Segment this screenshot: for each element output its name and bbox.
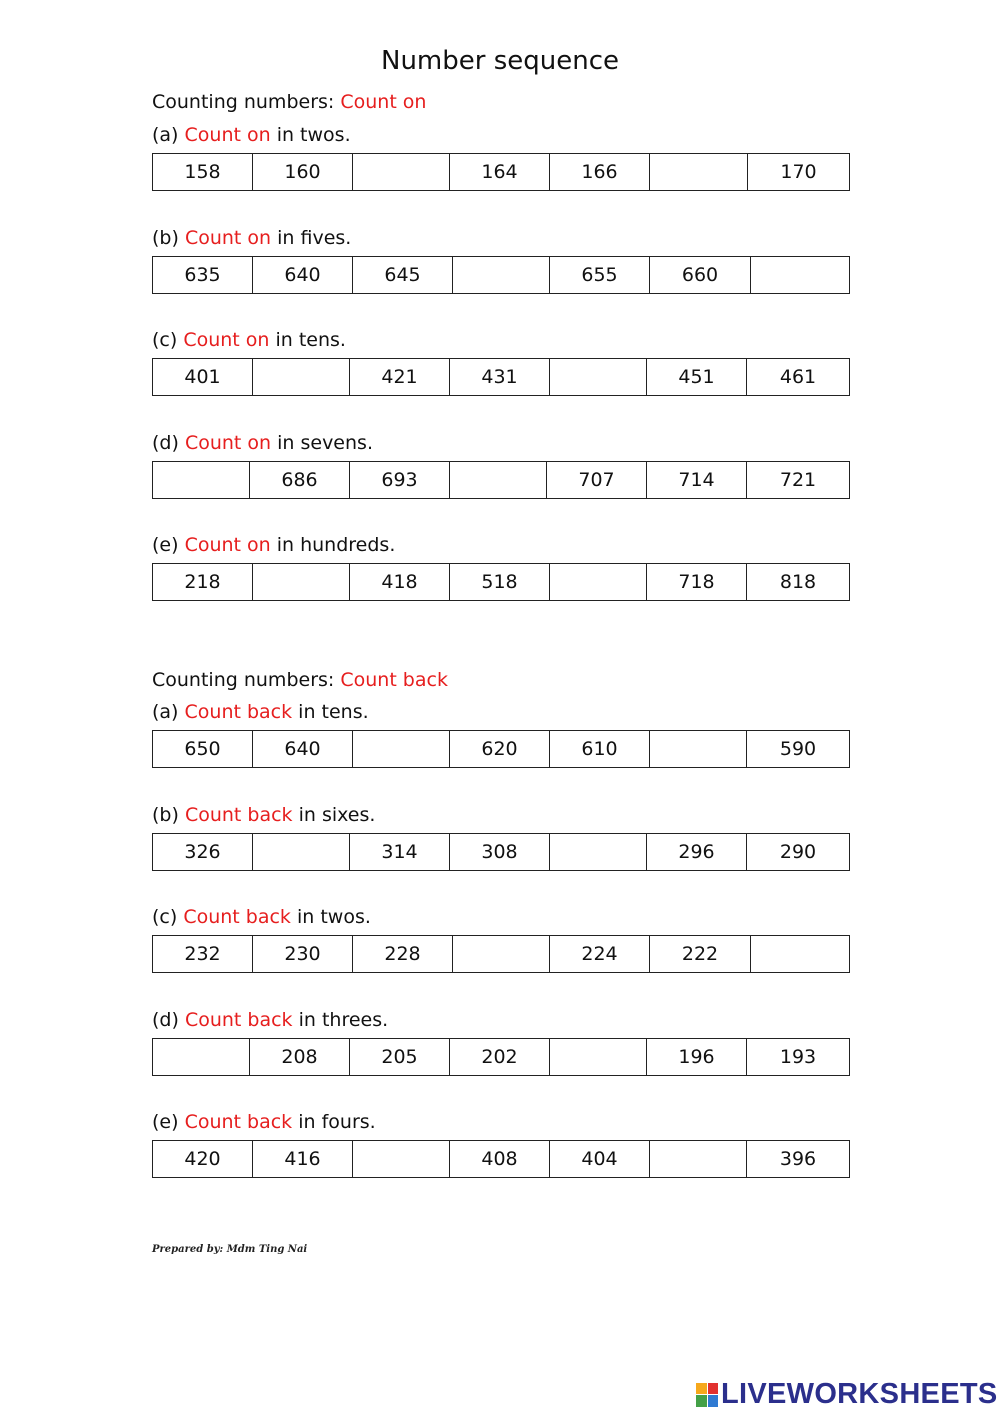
sequence-cell: 640 xyxy=(253,731,353,768)
sequence-cell: 196 xyxy=(647,1039,747,1076)
sequence-cell: 166 xyxy=(550,154,650,191)
answer-cell[interactable] xyxy=(450,462,547,499)
question-2e xyxy=(152,1111,376,1133)
question-1d xyxy=(152,432,373,454)
sequence-cell: 650 xyxy=(153,731,253,768)
question-rest: in sixes. xyxy=(292,804,376,826)
sequence-cell: 721 xyxy=(747,462,850,499)
question-label: (d) xyxy=(152,1009,185,1031)
sequence-cell: 408 xyxy=(450,1141,550,1178)
question-rest: in fives. xyxy=(271,227,352,249)
answer-cell[interactable] xyxy=(550,359,647,396)
question-rest: in hundreds. xyxy=(270,534,396,556)
sequence-cell: 420 xyxy=(153,1141,253,1178)
answer-cell[interactable] xyxy=(253,564,350,601)
answer-cell[interactable] xyxy=(550,834,647,871)
answer-cell[interactable] xyxy=(650,731,747,768)
sequence-table-1b xyxy=(152,256,850,294)
answer-cell[interactable] xyxy=(550,564,647,601)
question-highlight: Count back xyxy=(184,804,293,826)
answer-cell[interactable] xyxy=(153,462,250,499)
sequence-cell: 416 xyxy=(253,1141,353,1178)
sequence-table-2c xyxy=(152,935,850,973)
question-label: (c) xyxy=(152,329,184,351)
sequence-cell: 660 xyxy=(650,257,751,294)
question-rest: in sevens. xyxy=(271,432,373,454)
prepared-by-note: Prepared by: Mdm Ting Nai xyxy=(152,1244,308,1255)
sequence-cell: 635 xyxy=(153,257,253,294)
sequence-cell: 224 xyxy=(550,936,650,973)
sequence-cell: 160 xyxy=(253,154,353,191)
sequence-cell: 686 xyxy=(250,462,350,499)
sequence-cell: 693 xyxy=(350,462,450,499)
sequence-cell: 170 xyxy=(748,154,850,191)
sequence-cell: 205 xyxy=(350,1039,450,1076)
sequence-cell: 396 xyxy=(747,1141,850,1178)
sequence-cell: 158 xyxy=(153,154,253,191)
sequence-cell: 401 xyxy=(153,359,253,396)
answer-cell[interactable] xyxy=(353,1141,450,1178)
answer-cell[interactable] xyxy=(751,257,850,294)
sequence-cell: 232 xyxy=(153,936,253,973)
answer-cell[interactable] xyxy=(353,154,450,191)
section-heading-prefix: Counting numbers: xyxy=(152,91,341,113)
sequence-cell: 164 xyxy=(450,154,550,191)
answer-cell[interactable] xyxy=(751,936,850,973)
answer-cell[interactable] xyxy=(650,154,748,191)
sequence-table-2a xyxy=(152,730,850,768)
section-heading-highlight: Count back xyxy=(340,669,448,691)
answer-cell[interactable] xyxy=(550,1039,647,1076)
question-2d xyxy=(152,1009,388,1031)
question-highlight: Count on xyxy=(184,227,272,249)
question-highlight: Count back xyxy=(183,906,291,928)
question-label: (c) xyxy=(152,906,184,928)
question-highlight: Count on xyxy=(184,534,271,556)
question-highlight: Count back xyxy=(184,1009,293,1031)
answer-cell[interactable] xyxy=(253,834,350,871)
sequence-cell: 218 xyxy=(153,564,253,601)
question-rest: in tens. xyxy=(269,329,346,351)
liveworksheets-logo-icon xyxy=(696,1383,718,1407)
section-heading-count-back xyxy=(152,669,448,691)
answer-cell[interactable] xyxy=(153,1039,250,1076)
sequence-cell: 655 xyxy=(550,257,650,294)
question-1c xyxy=(152,329,346,351)
sequence-cell: 404 xyxy=(550,1141,650,1178)
question-label: (a) xyxy=(152,124,185,146)
sequence-cell: 640 xyxy=(253,257,353,294)
sequence-cell: 230 xyxy=(253,936,353,973)
answer-cell[interactable] xyxy=(353,731,450,768)
section-heading-prefix: Counting numbers: xyxy=(152,669,341,691)
sequence-cell: 620 xyxy=(450,731,550,768)
liveworksheets-brand: LIVEWORKSHEETS xyxy=(721,1378,998,1410)
question-rest: in twos. xyxy=(270,124,351,146)
question-1e xyxy=(152,534,395,556)
sequence-cell: 431 xyxy=(450,359,550,396)
sequence-cell: 590 xyxy=(747,731,850,768)
question-1b xyxy=(152,227,351,249)
question-highlight: Count on xyxy=(184,124,271,146)
liveworksheets-logo xyxy=(696,1378,998,1411)
question-label: (e) xyxy=(152,1111,185,1133)
sequence-cell: 421 xyxy=(350,359,450,396)
question-2a xyxy=(152,701,369,723)
sequence-table-2e xyxy=(152,1140,850,1178)
question-2b xyxy=(152,804,375,826)
answer-cell[interactable] xyxy=(453,257,550,294)
sequence-cell: 202 xyxy=(450,1039,550,1076)
section-heading-highlight: Count on xyxy=(340,91,427,113)
question-highlight: Count on xyxy=(184,432,272,454)
section-heading-count-on xyxy=(152,91,426,113)
question-highlight: Count on xyxy=(183,329,270,351)
sequence-cell: 326 xyxy=(153,834,253,871)
answer-cell[interactable] xyxy=(453,936,550,973)
sequence-cell: 228 xyxy=(353,936,453,973)
question-1a xyxy=(152,124,351,146)
sequence-table-2b xyxy=(152,833,850,871)
sequence-cell: 222 xyxy=(650,936,751,973)
sequence-cell: 193 xyxy=(747,1039,850,1076)
sequence-table-2d xyxy=(152,1038,850,1076)
question-rest: in fours. xyxy=(292,1111,376,1133)
sequence-cell: 290 xyxy=(747,834,850,871)
sequence-cell: 645 xyxy=(353,257,453,294)
question-label: (b) xyxy=(152,227,185,249)
question-label: (a) xyxy=(152,701,185,723)
sequence-cell: 518 xyxy=(450,564,550,601)
question-rest: in tens. xyxy=(292,701,369,723)
sequence-cell: 418 xyxy=(350,564,450,601)
sequence-cell: 208 xyxy=(250,1039,350,1076)
question-label: (e) xyxy=(152,534,185,556)
question-2c xyxy=(152,906,371,928)
question-label: (d) xyxy=(152,432,185,454)
sequence-cell: 451 xyxy=(647,359,747,396)
answer-cell[interactable] xyxy=(650,1141,747,1178)
sequence-cell: 461 xyxy=(747,359,850,396)
page-title: Number sequence xyxy=(381,46,619,76)
sequence-cell: 314 xyxy=(350,834,450,871)
answer-cell[interactable] xyxy=(253,359,350,396)
sequence-table-1e xyxy=(152,563,850,601)
question-rest: in threes. xyxy=(292,1009,389,1031)
question-highlight: Count back xyxy=(184,701,293,723)
sequence-cell: 714 xyxy=(647,462,747,499)
sequence-cell: 707 xyxy=(547,462,647,499)
sequence-cell: 308 xyxy=(450,834,550,871)
sequence-cell: 718 xyxy=(647,564,747,601)
question-highlight: Count back xyxy=(184,1111,293,1133)
question-rest: in twos. xyxy=(290,906,371,928)
sequence-table-1c xyxy=(152,358,850,396)
sequence-cell: 818 xyxy=(747,564,850,601)
sequence-table-1d xyxy=(152,461,850,499)
sequence-cell: 610 xyxy=(550,731,650,768)
sequence-table-1a xyxy=(152,153,850,191)
sequence-cell: 296 xyxy=(647,834,747,871)
question-label: (b) xyxy=(152,804,185,826)
